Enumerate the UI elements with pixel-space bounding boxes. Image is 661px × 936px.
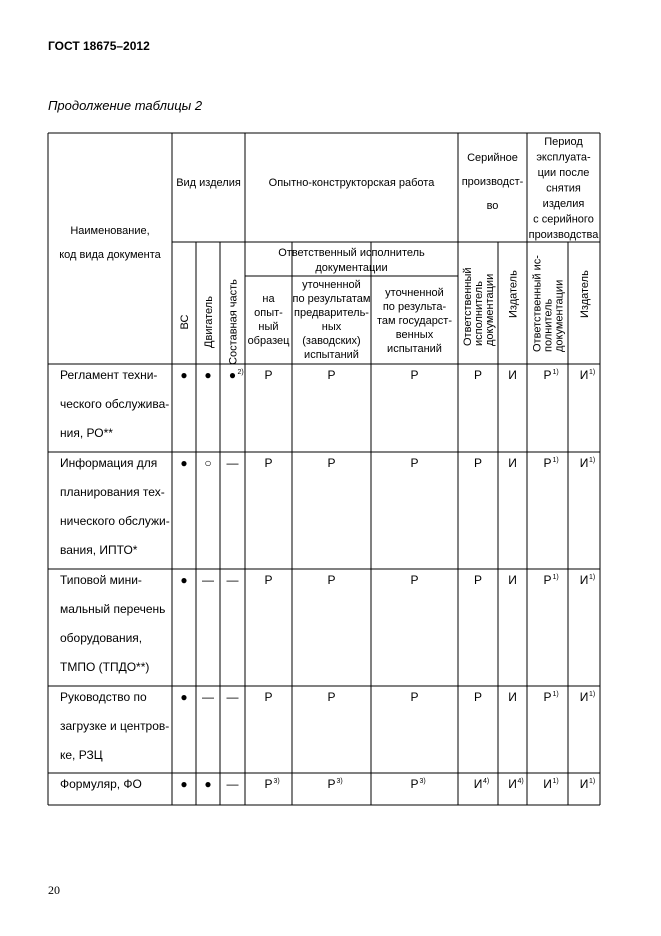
cell-footnote: 4) — [517, 778, 524, 785]
cell-footnote: 1) — [552, 778, 559, 785]
responsibility-cell: Р — [327, 777, 336, 791]
serial-responsible-subheader: исполнитель — [473, 281, 485, 346]
responsibility-cell: Р — [473, 456, 483, 470]
post-serial-period-header: производства — [528, 229, 599, 241]
preliminary-tests-subheader: предваритель- — [294, 307, 369, 319]
product-applicability-mark: ● — [204, 368, 212, 382]
product-applicability-mark: ● — [180, 690, 188, 704]
row-document-name: Типовой мини- — [60, 573, 142, 587]
responsibility-cell: Р — [327, 690, 336, 704]
product-applicability-mark: ● — [228, 368, 237, 382]
cell-footnote: 3) — [273, 778, 280, 785]
state-tests-subheader: венных — [395, 329, 434, 341]
product-type-component: Составная часть — [227, 279, 240, 365]
cell-footnote: 3) — [336, 778, 343, 785]
row-document-name: Формуляр, ФО — [60, 777, 142, 791]
period-publisher-subheader: Издатель — [579, 270, 591, 318]
responsibility-cell: Р — [473, 573, 483, 587]
state-tests-subheader: по результа- — [382, 301, 447, 313]
prototype-subheader: ный — [258, 321, 279, 333]
cell-footnote: 1) — [552, 691, 559, 698]
responsibility-cell: Р — [327, 456, 336, 470]
row-document-name: мальный перечень — [60, 602, 166, 616]
cell-footnote: 1) — [589, 457, 596, 464]
page-number: 20 — [48, 883, 60, 897]
product-applicability-mark: ● — [180, 456, 188, 470]
post-serial-period-header: изделия — [542, 198, 585, 210]
responsibility-cell: И — [508, 368, 517, 382]
responsibility-cell: Р — [543, 690, 552, 704]
product-type-engine: Двигатель — [203, 296, 215, 348]
preliminary-tests-subheader: испытаний — [304, 349, 359, 361]
period-responsible-subheader: документации — [553, 279, 566, 352]
responsibility-cell: И — [473, 777, 483, 791]
responsibility-cell: И — [543, 777, 552, 791]
prototype-subheader: опыт- — [254, 307, 283, 319]
product-applicability-mark: ● — [204, 777, 212, 791]
period-responsible-subheader: Ответственный ис- — [531, 255, 544, 352]
state-tests-subheader: испытаний — [387, 343, 442, 355]
responsibility-cell: И — [579, 368, 589, 382]
responsibility-cell: Р — [410, 777, 419, 791]
product-applicability-mark: ● — [180, 777, 188, 791]
cell-footnote: 1) — [589, 691, 596, 698]
product-type-aircraft: ВС — [179, 314, 191, 330]
serial-publisher-subheader: Издатель — [507, 270, 520, 318]
responsibility-cell: Р — [264, 368, 273, 382]
cell-footnote: 1) — [552, 369, 559, 376]
row-document-name: Регламент техни- — [60, 368, 158, 382]
responsibility-cell: И — [508, 456, 517, 470]
serial-responsible-subheader: документации — [484, 273, 496, 346]
responsibility-cell: И — [579, 456, 589, 470]
row-document-name: Информация для — [60, 456, 158, 470]
product-type-header: Вид изделия — [176, 177, 241, 189]
state-tests-subheader: уточненной — [385, 287, 444, 299]
responsibility-cell: И — [508, 690, 517, 704]
document-header: ГОСТ 18675–2012 — [48, 39, 150, 53]
state-tests-subheader: там государст- — [376, 315, 453, 327]
cell-footnote: 1) — [589, 574, 596, 581]
row-document-name: вания, ИПТО* — [60, 543, 138, 557]
post-serial-period-header: Период — [544, 136, 583, 148]
product-applicability-mark: ● — [180, 368, 188, 382]
responsibility-cell: Р — [264, 573, 273, 587]
cell-footnote: 3) — [419, 778, 426, 785]
cell-footnote: 1) — [552, 574, 559, 581]
prototype-subheader: образец — [247, 335, 290, 347]
dev-work-header: Опытно-конструкторская работа — [268, 177, 435, 189]
responsibility-cell: Р — [327, 368, 336, 382]
responsibility-cell: Р — [410, 368, 419, 382]
responsibility-cell: Р — [473, 690, 483, 704]
responsibility-cell: Р — [410, 690, 419, 704]
responsibility-cell: Р — [543, 573, 552, 587]
row-document-name: планирования тех- — [60, 485, 165, 499]
serial-production-header: производст- — [461, 176, 524, 188]
product-applicability-mark: — — [226, 777, 239, 791]
row-document-name: загрузке и центров- — [60, 719, 170, 733]
responsible-executor-header: Ответственный исполнитель — [278, 247, 425, 259]
row-document-name: ния, РО** — [60, 426, 113, 440]
responsibility-cell: Р — [473, 368, 483, 382]
responsibility-cell: И — [579, 690, 589, 704]
preliminary-tests-subheader: по результатам — [292, 293, 371, 305]
responsibility-cell: И — [508, 573, 517, 587]
post-serial-period-header: с серийного — [533, 213, 594, 226]
responsibility-cell: И — [579, 777, 589, 791]
responsibility-cell: Р — [410, 573, 419, 587]
row-document-name: оборудования, — [60, 631, 143, 645]
responsibility-cell: И — [579, 573, 589, 587]
period-responsible-subheader: полнитель — [542, 298, 555, 352]
product-applicability-mark: ○ — [204, 456, 212, 470]
cell-footnote: 1) — [589, 369, 596, 376]
name-column-header: Наименование, — [70, 225, 150, 237]
cell-footnote: 1) — [552, 457, 559, 464]
preliminary-tests-subheader: (заводских) — [302, 335, 361, 347]
responsibility-cell: Р — [264, 456, 273, 470]
product-applicability-mark: — — [226, 690, 239, 704]
responsibility-cell: Р — [410, 456, 419, 470]
serial-responsible-subheader: Ответственный — [462, 267, 474, 346]
serial-production-header: Серийное — [467, 152, 518, 164]
post-serial-period-header: ции после — [537, 167, 590, 179]
responsible-executor-header: документации — [315, 262, 388, 274]
preliminary-tests-subheader: уточненной — [302, 279, 361, 291]
post-serial-period-header: снятия — [546, 182, 581, 195]
preliminary-tests-subheader: ных — [321, 321, 342, 333]
prototype-subheader: на — [262, 293, 275, 305]
product-applicability-mark: — — [226, 573, 239, 587]
responsibility-cell: Р — [264, 690, 273, 704]
cell-footnote: 1) — [589, 778, 596, 785]
product-applicability-mark: — — [202, 690, 214, 704]
responsibility-cell: И — [508, 777, 517, 791]
row-document-name: нического обслужи- — [60, 514, 170, 528]
product-applicability-mark: ● — [180, 573, 188, 587]
responsibility-cell: Р — [543, 368, 552, 382]
row-document-name: Руководство по — [60, 690, 147, 704]
row-document-name: ке, РЗЦ — [60, 748, 103, 762]
post-serial-period-header: эксплуата- — [536, 151, 591, 164]
name-column-header: код вида документа — [59, 249, 161, 261]
serial-production-header: во — [486, 200, 499, 212]
responsibility-cell: Р — [264, 777, 273, 791]
product-applicability-mark: — — [202, 573, 214, 587]
mark-footnote: 2) — [237, 369, 244, 376]
product-applicability-mark: — — [226, 456, 239, 470]
cell-footnote: 4) — [483, 778, 490, 785]
row-document-name: ТМПО (ТПДО**) — [60, 660, 150, 674]
responsibility-cell: Р — [543, 456, 552, 470]
row-document-name: ческого обслужива- — [60, 397, 170, 411]
table-continuation-caption: Продолжение таблицы 2 — [48, 98, 203, 113]
responsibility-cell: Р — [327, 573, 336, 587]
